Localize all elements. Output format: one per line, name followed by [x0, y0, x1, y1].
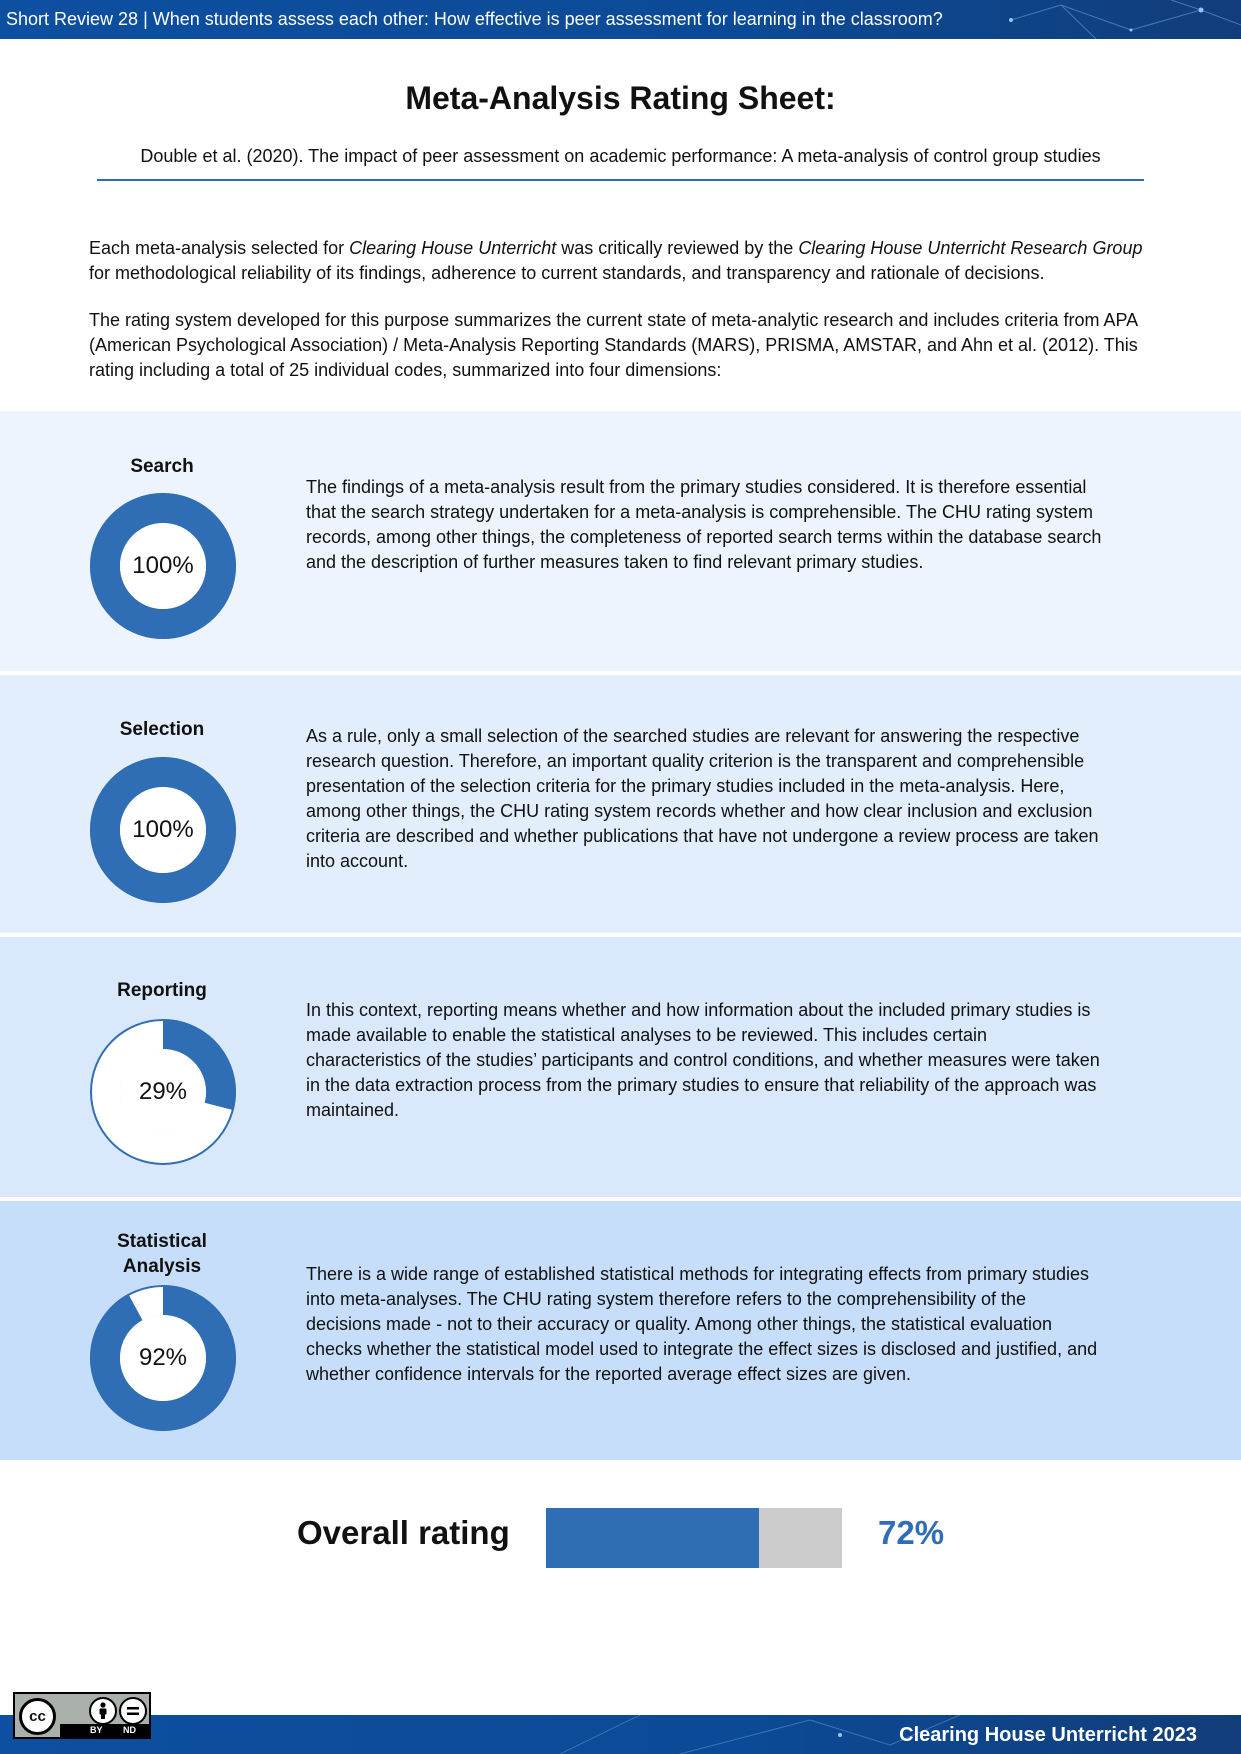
donut-chart: [88, 1017, 238, 1167]
attribution-icon: [89, 1697, 117, 1725]
intro-paragraph-1: [89, 236, 1153, 286]
overall-rating-label: Overall rating: [297, 1514, 510, 1551]
network-decoration-icon: [1001, 0, 1241, 39]
dimension-reporting: [0, 937, 1241, 1197]
intro-text: was critically reviewed by the: [556, 238, 799, 258]
page-title: Meta-Analysis Rating Sheet:: [405, 80, 836, 116]
header-title: Short Review 28 | When students assess each other: How effective is peer assessment for learning in the classroom?: [6, 9, 943, 29]
dimension-description: There is a wide range of established statistical methods for integrating effects from primary studies into meta-analyses. The CHU rating system therefore refers to the comprehensibility of the decisions made - not to their accuracy or quality. Among other things, the statistical evaluation checks whether the statistical model used to integrate the effect sizes is disclosed and justified, and whether confidence intervals for the reported average effect sizes are given.: [306, 1264, 1098, 1384]
donut-chart: [88, 755, 238, 905]
intro-paragraph-2: [89, 308, 1153, 383]
dimension-label: Search: [130, 456, 194, 477]
dimension-label: Statistical Analysis: [117, 1231, 207, 1277]
license-by-label: BY: [90, 1725, 103, 1735]
citation: Double et al. (2020). The impact of peer assessment on academic performance: A meta-analysis of control group studies: [97, 146, 1144, 181]
dimension-description: In this context, reporting means whether and how information about the included primary studies is made available to enable the statistical analyses to be reviewed. This includes certain characteristics of the studies’ participants and control conditions, and whether measures were taken in the data extraction process from the primary studies to ensure that reliability of the approach was maintained.: [306, 1000, 1100, 1120]
intro-text: Each meta-analysis selected for: [89, 238, 350, 258]
dimension-label: Reporting: [117, 980, 207, 1001]
intro-text: The rating system developed for this purpose summarizes the current state of meta-analytic research and includes criteria from APA (American Psychological Association) / Meta-Analysis Reporting Standards (MARS), PRISMA, AMSTAR, and Ahn et al. (2012). This rating including a total of 25 individual codes, summarized into four dimensions:: [89, 310, 1138, 380]
dimension-description: As a rule, only a small selection of the searched studies are relevant for answering the respective research question. Therefore, an important quality criterion is the transparent and comprehensible presentation of the selection criteria for the primary studies included in the meta-analysis. Here, among other things, the CHU rating system records whether and how clear inclusion and exclusion criteria are described and whether publications that have not undergone a review process are taken into account.: [306, 726, 1099, 871]
donut-percent: 100%: [132, 816, 194, 843]
donut-percent: 29%: [138, 1078, 188, 1105]
overall-rating-fill: [546, 1508, 759, 1568]
cc-logo-icon: cc: [19, 1698, 56, 1735]
donut-chart: [88, 491, 238, 641]
cc-license-badge: [13, 1692, 151, 1739]
intro-emphasis: Clearing House Unterricht: [349, 238, 557, 258]
footer-bar: [0, 1715, 1241, 1754]
dimension-search: [0, 411, 1241, 671]
overall-rating-percent: 72%: [878, 1514, 945, 1551]
no-derivatives-icon: [119, 1697, 147, 1725]
header-bar: [0, 0, 1241, 39]
intro-emphasis: Clearing House Unterricht Research Group: [798, 238, 1143, 258]
donut-percent: 92%: [138, 1344, 188, 1371]
dimension-description: The findings of a meta-analysis result from the primary studies considered. It is therefore essential that the search strategy undertaken for a meta-analysis is comprehensible. The CHU rating system records, among other things, the completeness of reported search terms within the database search and the description of further measures taken to find relevant primary studies.: [306, 477, 1102, 572]
dimension-statistical-analysis: [0, 1201, 1241, 1460]
dimension-selection: [0, 675, 1241, 933]
intro-text: for methodological reliability of its findings, adherence to current standards, and transparency and rationale of decisions.: [89, 263, 1045, 283]
license-nd-label: ND: [123, 1725, 136, 1735]
donut-chart: [88, 1283, 238, 1433]
license-strip: [60, 1724, 149, 1737]
donut-percent: 100%: [132, 552, 194, 579]
dimension-label: Selection: [119, 719, 205, 740]
footer-text: Clearing House Unterricht 2023: [899, 1724, 1197, 1746]
overall-rating-bar: [546, 1508, 842, 1568]
